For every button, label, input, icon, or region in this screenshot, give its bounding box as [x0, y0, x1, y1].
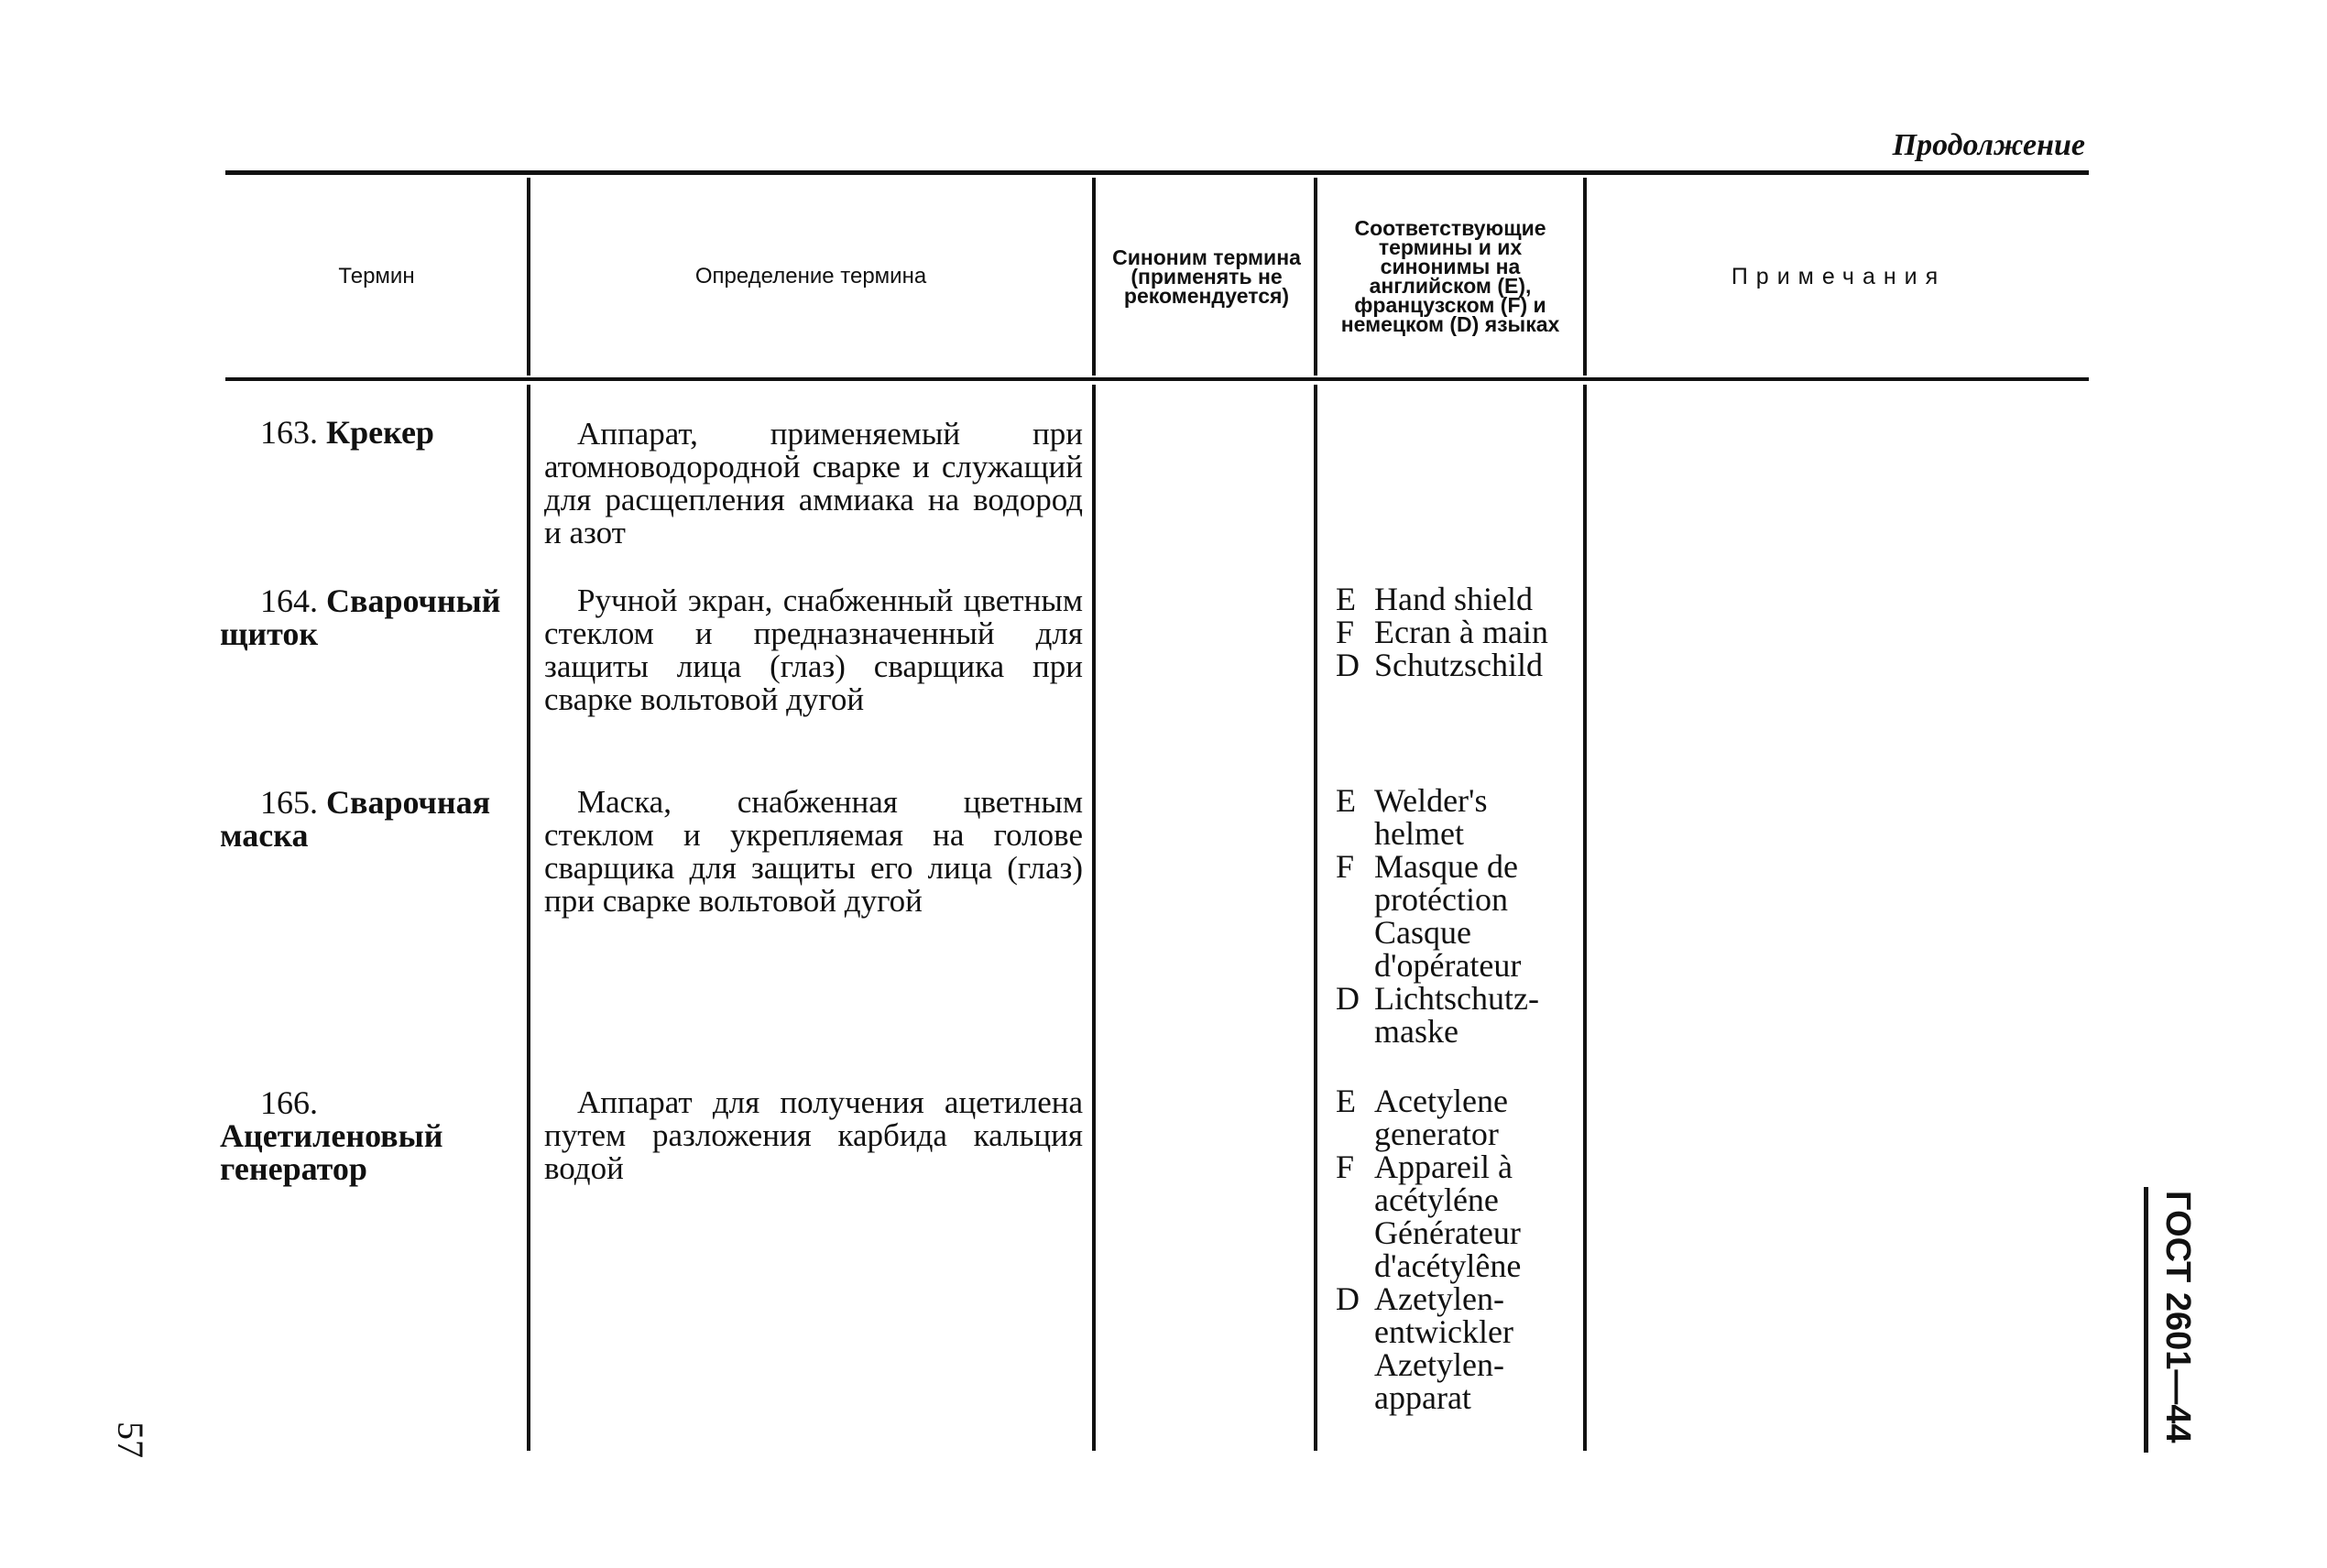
foreign-terms: [1336, 784, 1583, 1048]
term: 166. Ацетиленовый генератор: [220, 1084, 443, 1187]
foreign-term-english: E Acetylene generator: [1336, 1083, 1508, 1152]
header-synonym: Синоним термина (применять не рекомендуется): [1112, 245, 1301, 308]
foreign-term-french: F Masque de protéction Casque d'opérateur: [1336, 848, 1522, 984]
column-divider: [1583, 178, 1587, 376]
foreign-term-french: F Ecran à main: [1336, 614, 1548, 650]
foreign-term-german: D Azetylen- entwickler Azetylen- apparat: [1336, 1280, 1513, 1416]
term: 165. Сварочная маска: [220, 784, 491, 854]
header-definition: Определение термина: [694, 264, 927, 289]
top-rule: [225, 170, 2089, 175]
column-divider: [527, 385, 530, 1451]
foreign-term-german: D Schutzschild: [1336, 647, 1543, 683]
column-divider: [1583, 385, 1587, 1451]
term: 163. Крекер: [260, 414, 434, 451]
foreign-terms: [1336, 583, 1583, 681]
continued-label: Продолжение: [1892, 128, 2085, 162]
page-number: 57: [110, 1421, 151, 1458]
column-divider: [1092, 178, 1096, 376]
foreign-term-english: E Welder's helmet: [1336, 782, 1488, 852]
foreign-term-english: E Hand shield: [1336, 581, 1533, 617]
header-terms: Термин: [338, 264, 415, 289]
foreign-term-german: D Lichtschutz- maske: [1336, 980, 1539, 1050]
standard-designation: ГОСТ 2601—44: [2158, 1191, 2197, 1443]
definition: Аппарат для получения ацетилена путем разложения карбида кальция водой: [544, 1084, 1083, 1186]
foreign-term-french: F Appareil à acétyléne Générateur d'acétylêne: [1336, 1149, 1522, 1284]
column-divider: [1092, 385, 1096, 1451]
header-foreign-terms: Соответствующие термины и их синонимы на английском (E), французском (F) и немецком (D) языках: [1340, 216, 1560, 336]
column-divider: [1314, 385, 1317, 1451]
column-divider: [527, 178, 530, 376]
term: 164. Сварочный щиток: [220, 583, 501, 652]
column-divider: [1314, 178, 1317, 376]
definition: Маска, снабженная цветным стеклом и укрепляемая на голове сварщика для защиты его лица (глаз) при сварке вольтовой дугой: [544, 784, 1083, 919]
header-rule: [225, 377, 2089, 381]
foreign-terms: [1336, 1084, 1583, 1414]
definition: Аппарат, применяемый при атомноводородной сварке и служащий для расщепления аммиака на водород и азот: [544, 416, 1083, 550]
header-notes: Примечания: [1731, 263, 1947, 289]
definition: Ручной экран, снабженный цветным стеклом и предназначенный для защиты лица (глаз) сварщика при сварке вольтовой дугой: [544, 583, 1083, 717]
standard-bar: [2144, 1187, 2148, 1453]
